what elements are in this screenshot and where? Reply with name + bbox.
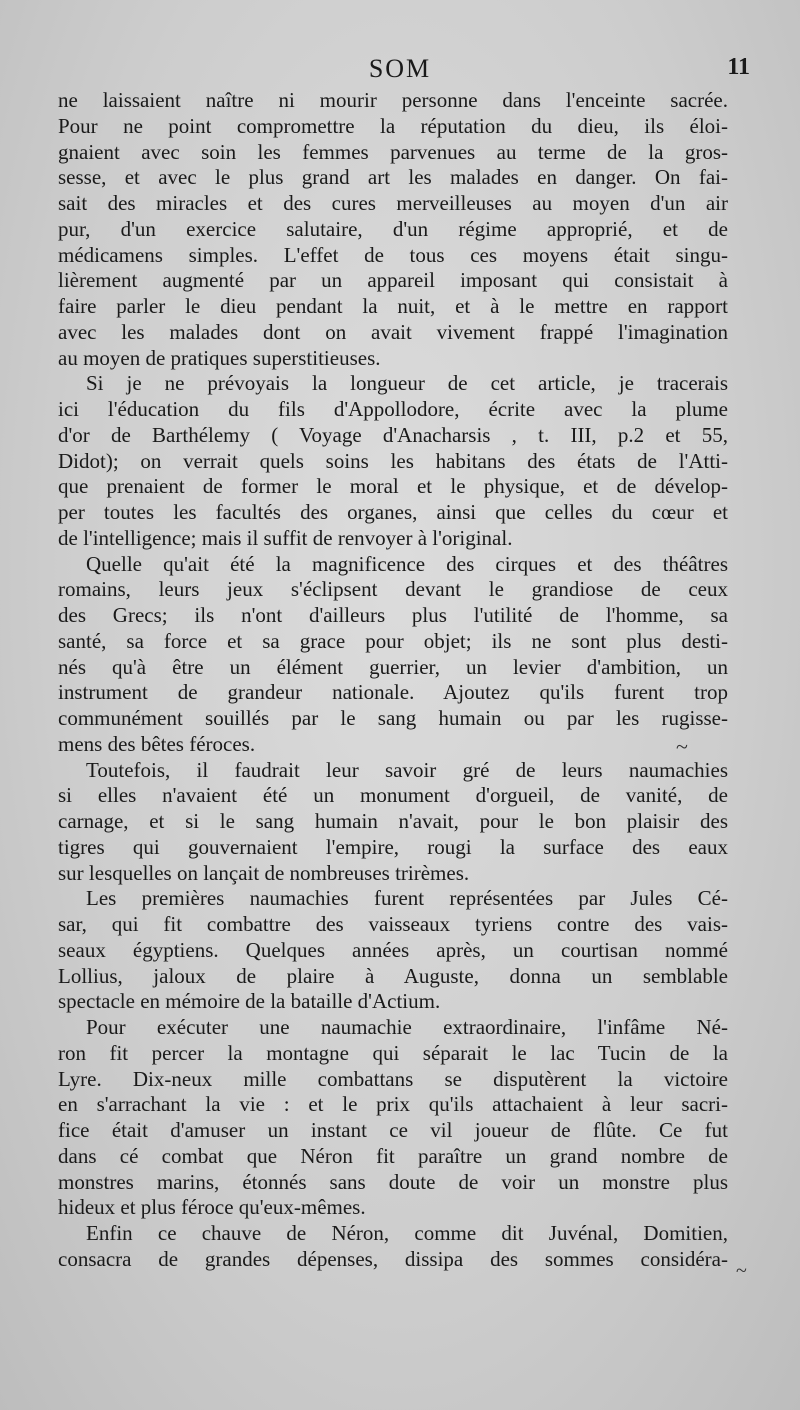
text-line: fice était d'amuser un instant ce vil joueur de flûte. Ce fut xyxy=(58,1118,728,1142)
text-line: dans cé combat que Néron fit paraître un grand nombre de xyxy=(58,1143,728,1168)
text-line: lièrement augmenté par un appareil imposant qui consistait à xyxy=(58,268,728,293)
text-line: santé, sa force et sa grace pour objet; ils ne sont plus desti- xyxy=(58,628,728,653)
text-line: sur lesquelles on lançait de nombreuses trirèmes. xyxy=(58,860,470,885)
page-header xyxy=(0,52,800,92)
text-line: Didot); on verrait quels soins les habitans des états de l'Atti- xyxy=(58,448,728,473)
text-line: monstres marins, étonnés sans doute de voir un monstre plus xyxy=(58,1169,728,1194)
text-line: Pour ne point compromettre la réputation du dieu, ils éloi- xyxy=(58,113,728,138)
text-line: des Grecs; ils n'ont d'ailleurs plus l'utilité de l'homme, sa xyxy=(58,603,728,627)
page-number: 11 xyxy=(727,54,750,80)
text-line: communément souillés par le sang humain ou par les rugisse- xyxy=(58,706,728,730)
margin-mark: ~ xyxy=(736,1260,747,1282)
text-line: d'or de Barthélemy ( Voyage d'Anacharsis , t. III, p.2 et 55, xyxy=(58,422,728,447)
text-line: au moyen de pratiques superstitieuses. xyxy=(58,345,381,370)
text-line: mens des bêtes féroces. xyxy=(58,731,256,756)
text-line: si elles n'avaient été un monument d'orgueil, de vanité, de xyxy=(58,783,728,808)
text-line: romains, leurs jeux s'éclipsent devant le grandiose de ceux xyxy=(58,577,728,602)
text-line: per toutes les facultés des organes, ainsi que celles du cœur et xyxy=(58,500,728,524)
text-line: sesse, et avec le plus grand art les malades en danger. On fai- xyxy=(58,165,728,190)
text-line: faire parler le dieu pendant la nuit, et à le mettre en rapport xyxy=(58,294,728,318)
text-line: Enfin ce chauve de Néron, comme dit Juvénal, Domitien, xyxy=(86,1221,728,1245)
text-line: Pour exécuter une naumachie extraordinaire, l'infâme Né- xyxy=(86,1015,728,1039)
text-line: pur, d'un exercice salutaire, d'un régime approprié, et de xyxy=(58,216,728,241)
ink-mark: ~ xyxy=(676,734,688,759)
text-line: tigres qui gouvernaient l'empire, rougi la surface des eaux xyxy=(58,834,728,859)
text-line: consacra de grandes dépenses, dissipa des sommes considéra- xyxy=(58,1246,728,1271)
text-line: ne laissaient naître ni mourir personne dans l'enceinte sacrée. xyxy=(58,88,728,112)
text-line: Quelle qu'ait été la magnificence des cirques et des théâtres xyxy=(86,551,728,576)
text-line: Si je ne prévoyais la longueur de cet article, je tracerais xyxy=(86,371,728,396)
text-line: que prenaient de former le moral et le physique, et de dévelop- xyxy=(58,474,728,499)
body-text xyxy=(58,88,728,1273)
text-line: en s'arrachant la vie : et le prix qu'ils attachaient à leur sacri- xyxy=(58,1092,728,1117)
text-line: sar, qui fit combattre des vaisseaux tyriens contre des vais- xyxy=(58,912,728,936)
text-line: seaux égyptiens. Quelques années après, un courtisan nommé xyxy=(58,937,728,962)
running-head: SOM xyxy=(368,54,432,83)
text-line: avec les malades dont on avait vivement frappé l'imagination xyxy=(58,319,728,344)
text-line: spectacle en mémoire de la bataille d'Actium. xyxy=(58,989,441,1014)
text-line: médicamens simples. L'effet de tous ces moyens était singu- xyxy=(58,242,728,267)
text-line: sait des miracles et des cures merveilleuses au moyen d'un air xyxy=(58,191,728,215)
text-line: nés qu'à être un élément guerrier, un levier d'ambition, un xyxy=(58,654,728,679)
text-line: Lollius, jaloux de plaire à Auguste, donna un semblable xyxy=(58,963,728,988)
text-line: de l'intelligence; mais il suffit de renvoyer à l'original. xyxy=(58,525,513,550)
text-line: Les premières naumachies furent représentées par Jules Cé- xyxy=(86,886,728,911)
text-line: carnage, et si le sang humain n'avait, pour le bon plaisir des xyxy=(58,809,728,833)
text-line: ici l'éducation du fils d'Appollodore, écrite avec la plume xyxy=(58,397,728,421)
text-line: Lyre. Dix-neux mille combattans se disputèrent la victoire xyxy=(58,1066,728,1091)
text-line: instrument de grandeur nationale. Ajoutez qu'ils furent trop xyxy=(58,680,728,705)
text-line: Toutefois, il faudrait leur savoir gré de leurs naumachies xyxy=(86,757,728,782)
text-line: hideux et plus féroce qu'eux-mêmes. xyxy=(58,1195,366,1220)
text-line: gnaient avec soin les femmes parvenues au terme de la gros- xyxy=(58,139,728,164)
text-line: ron fit percer la montagne qui séparait le lac Tucin de la xyxy=(58,1040,728,1065)
